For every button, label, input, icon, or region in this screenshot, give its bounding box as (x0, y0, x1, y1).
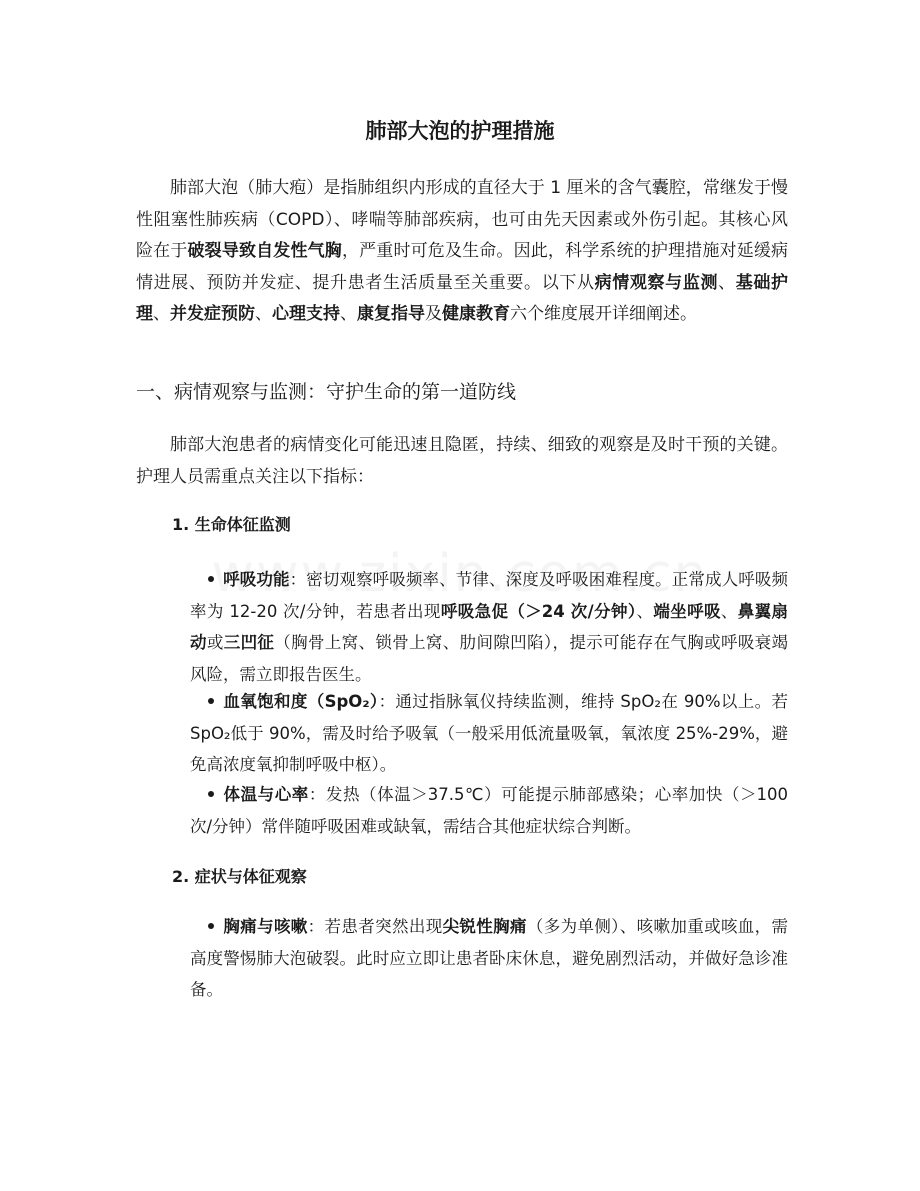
subsection-heading-1: 1. 生命体征监测 (172, 515, 291, 534)
bullet-dot-icon (208, 698, 214, 704)
bullet-item-temperature: 体温与心率：发热（体温＞37.5℃）可能提示肺部感染；心率加快（＞100 次/分钟）常伴随呼吸困难或缺氧，需结合其他症状综合判断。 (190, 785, 788, 836)
section-heading-1: 一、病情观察与监测：守护生命的第一道防线 (136, 381, 517, 403)
subsection-heading-2: 2. 症状与体征观察 (172, 867, 307, 886)
intro-paragraph: 肺部大泡（肺大疱）是指肺组织内形成的直径大于 1 厘米的含气囊腔，常继发于慢性阻塞性肺疾病（COPD）、哮喘等肺部疾病，也可由先天因素或外伤引起。其核心风险在于破裂导致自发性气胸，严重时可危及生命。因此，科学系统的护理措施对延缓病情进展、预防并发症、提升患者生活质量至关重要。以下从病情观察与监测、基础护理、并发症预防、心理支持、康复指导及健康教育六个维度展开详细阐述。 (136, 178, 789, 324)
bullet-dot-icon (208, 576, 214, 582)
section-1-intro: 肺部大泡患者的病情变化可能迅速且隐匿，持续、细致的观察是及时干预的关键。护理人员需重点关注以下指标： (136, 435, 788, 487)
bullet-item-chest-pain: 胸痛与咳嗽：若患者突然出现尖锐性胸痛（多为单侧）、咳嗽加重或咳血，需高度警惕肺大泡破裂。此时应立即让患者卧床休息，避免剧烈活动，并做好急诊准备。 (190, 917, 789, 999)
bullet-item-breathing: 呼吸功能：密切观察呼吸频率、节律、深度及呼吸困难程度。正常成人呼吸频率为 12-20 次/分钟，若患者出现呼吸急促（＞24 次/分钟）、端坐呼吸、鼻翼扇动或三凹征（胸骨上窝、锁骨上窝、肋间隙凹陷），提示可能存在气胸或呼吸衰竭风险，需立即报告医生。 (190, 570, 789, 684)
bullet-dot-icon (208, 791, 214, 797)
page-title: 肺部大泡的护理措施 (365, 119, 555, 143)
bullet-dot-icon (208, 923, 214, 929)
bullet-item-spo2: 血氧饱和度（SpO₂）：通过指脉氧仪持续监测，维持 SpO₂在 90%以上。若 SpO₂低于 90%，需及时给予吸氧（一般采用低流量吸氧，氧浓度 25%-29%，避免高浓度氧抑制呼吸中枢）。 (190, 692, 788, 774)
